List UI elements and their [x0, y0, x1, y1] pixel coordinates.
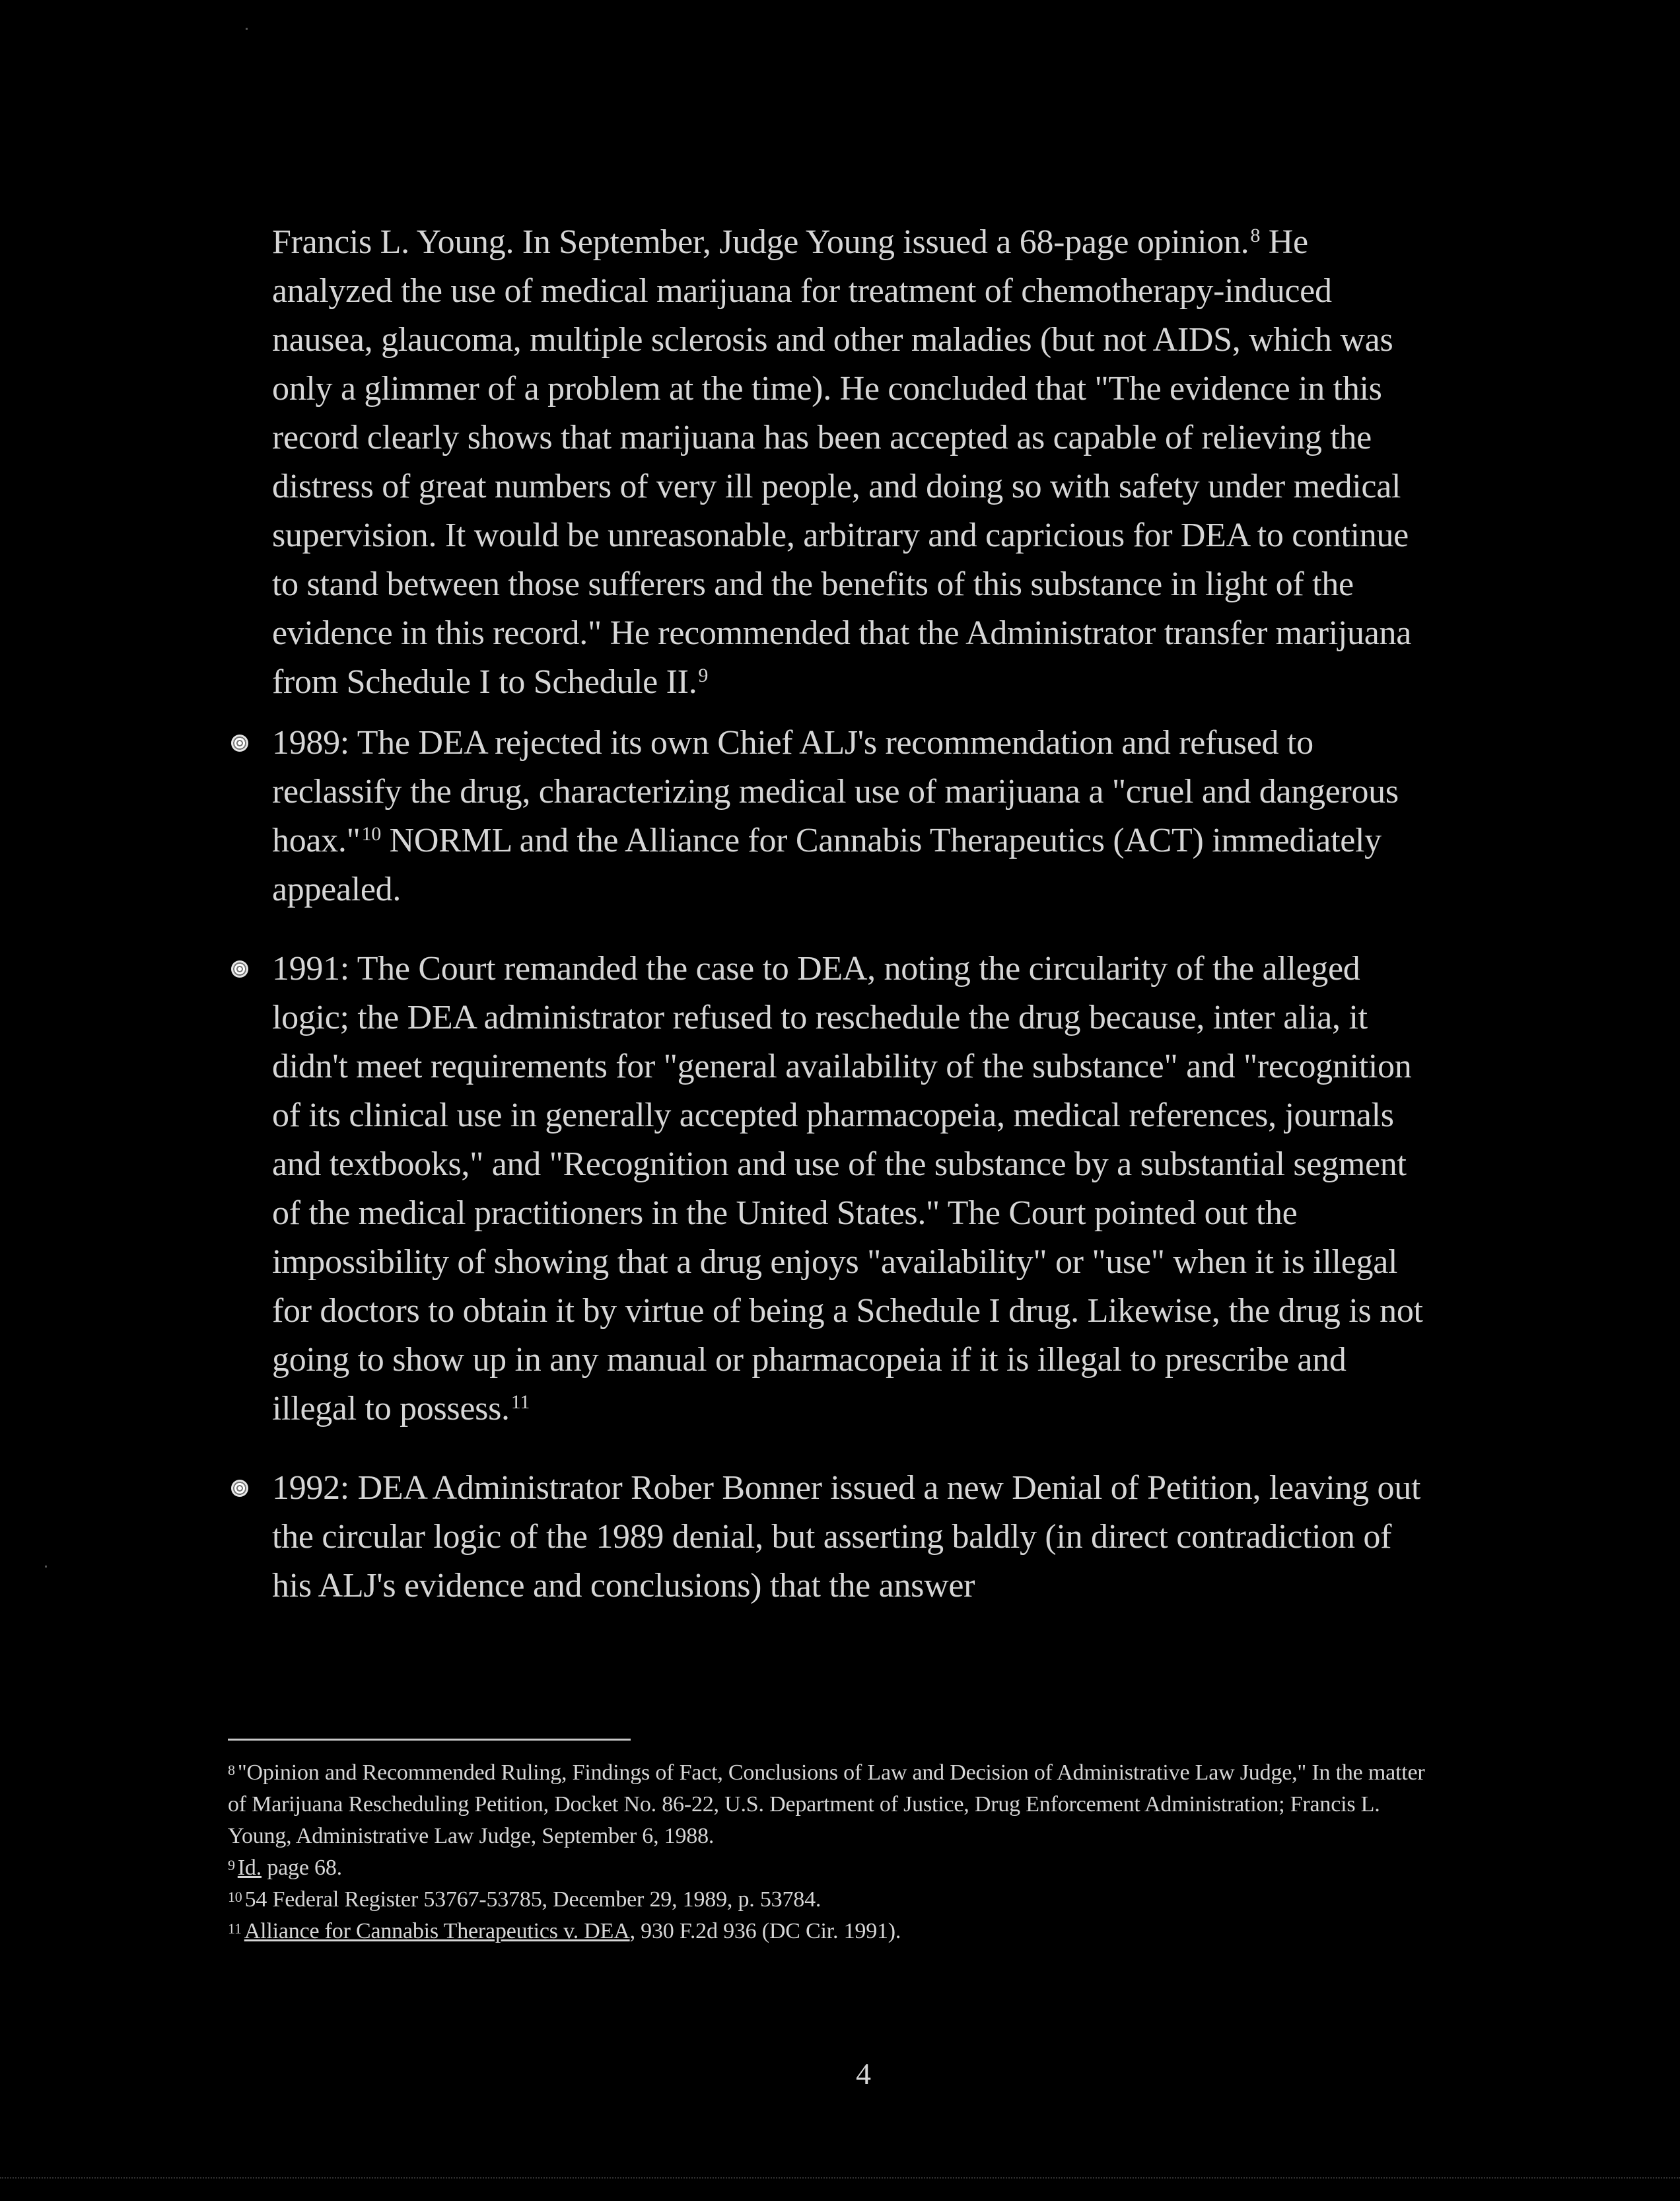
footnote-number: 9: [228, 1857, 235, 1873]
bullet-icon: [231, 960, 248, 978]
page-number: 4: [856, 2057, 871, 2091]
footnote-10: [228, 1884, 1430, 1916]
footnote-divider: [228, 1739, 631, 1741]
bullet-icon: [231, 1480, 248, 1497]
bullet-item-1989: [272, 719, 1434, 914]
bullet-text: 1992: DEA Administrator Rober Bonner issued a new Denial of Petition, leaving out the circular logic of the 1989 denial, but asserting baldly (in direct contradiction of his ALJ's evidence and conclusions) that the answer: [272, 1469, 1421, 1605]
footnote-8: [228, 1757, 1430, 1852]
footnote-number: 11: [228, 1920, 242, 1937]
body-text: [272, 218, 1434, 1610]
bullet-item-1991: [272, 945, 1434, 1433]
footnote-ref-9: 9: [698, 665, 709, 686]
footnote-11: [228, 1916, 1430, 1947]
footnote-text: "Opinion and Recommended Ruling, Findings of Fact, Conclusions of Law and Decision of Administrative Law Judge," In the matter of Marijuana Rescheduling Petition, Docket No. 86-22, U.S. Department of Justice, Drug Enforcement Administration; Francis L. Young, Administrative Law Judge, September 6, 1988.: [228, 1760, 1425, 1848]
bullet-text-continued: NORML and the Alliance for Cannabis Therapeutics (ACT) immediately appealed.: [272, 822, 1382, 908]
footnote-ref-11: 11: [510, 1391, 530, 1413]
intro-text-b: He analyzed the use of medical marijuana for treatment of chemotherapy-induced nausea, glaucoma, multiple sclerosis and other maladies (but not AIDS, which was only a glimmer of a problem at the time). He concluded that "The evidence in this record clearly shows that marijuana has been accepted as capable of relieving the distress of great numbers of very ill people, and doing so with safety under medical supervision. It would be unreasonable, arbitrary and capricious for DEA to continue to stand between those sufferers and the benefits of this substance in light of the evidence in this record." He recommended that the Administrator transfer marijuana from Schedule I to Schedule II.: [272, 223, 1411, 701]
footnote-ref-10: 10: [361, 823, 381, 845]
bullet-icon: [231, 735, 248, 752]
footnote-number: 8: [228, 1762, 235, 1778]
scan-speck: [45, 1566, 47, 1568]
footnote-ref-8: 8: [1250, 225, 1261, 246]
bullet-text: 1989: The DEA rejected its own Chief ALJ's recommendation and refused to reclassify the drug, characterizing medical use of marijuana a "cruel and dangerous hoax.": [272, 724, 1399, 859]
footnote-text: 54 Federal Register 53767-53785, December 29, 1989, p. 53784.: [244, 1887, 822, 1912]
intro-text-a: Francis L. Young. In September, Judge Young issued a 68-page opinion.: [272, 223, 1249, 261]
footnote-citation: Alliance for Cannabis Therapeutics v. DEA: [244, 1919, 630, 1943]
intro-paragraph: [272, 218, 1434, 707]
footnote-text: , 930 F.2d 936 (DC Cir. 1991).: [629, 1919, 901, 1943]
bullet-text: 1991: The Court remanded the case to DEA, noting the circularity of the alleged logic; the DEA administrator refused to reschedule the drug because, inter alia, it didn't meet requirements for "general availability of the substance" and "recognition of its clinical use in generally accepted pharmacopeia, medical references, journals and textbooks," and "Recognition and use of the substance by a substantial segment of the medical practitioners in the United States." The Court pointed out the impossibility of showing that a drug enjoys "availability" or "use" when it is illegal for doctors to obtain it by virtue of being a Schedule I drug. Likewise, the drug is not going to show up in any manual or pharmacopeia if it is illegal to prescribe and illegal to possess.: [272, 950, 1423, 1427]
footnote-9: [228, 1852, 1430, 1884]
bullet-item-1992: [272, 1464, 1434, 1610]
footnotes-section: [228, 1757, 1430, 1947]
footnote-number: 10: [228, 1889, 242, 1905]
footnote-citation: Id.: [237, 1856, 262, 1880]
scan-edge-line: [0, 2177, 1680, 2179]
footnote-text: page 68.: [262, 1856, 342, 1880]
scan-speck: [246, 28, 248, 30]
